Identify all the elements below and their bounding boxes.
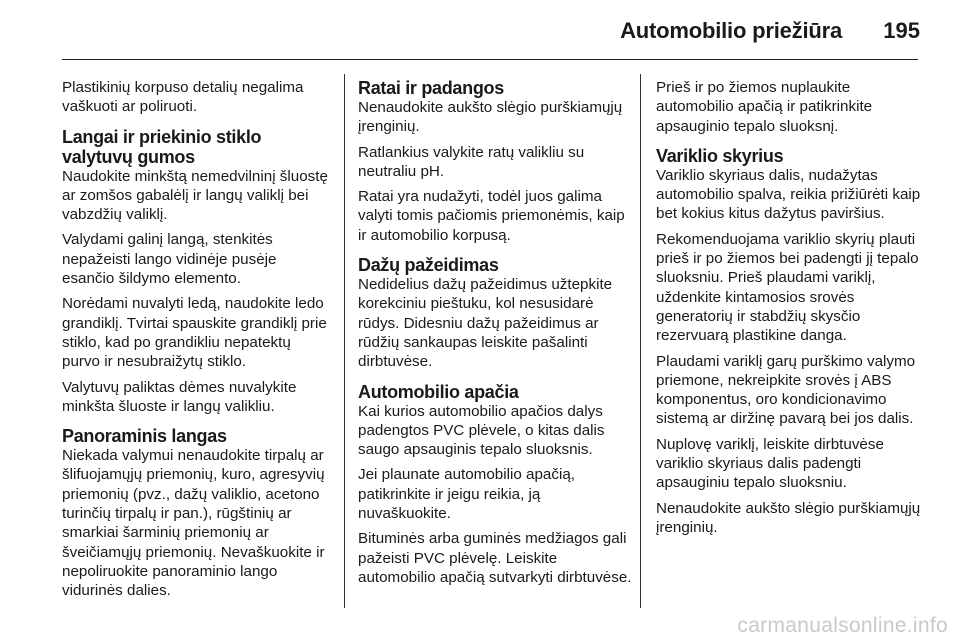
paragraph-plastic: Plastikinių korpuso detalių negalima vaškuoti ar poliruoti. xyxy=(62,79,304,116)
paragraph-wheels-2: Ratlankius valykite ratų valikliu su neutraliu pH. xyxy=(358,143,585,180)
paragraph-wipers-1: Naudokite minkštą nemedvilninį šluostę ar zomšos gabalėlį ir langų valiklį bei vabzdžių valiklį. xyxy=(62,167,328,224)
paragraph-panoramic: Niekada valymui nenaudokite tirpalų ar šlifuojamųjų priemonių, kuro, agresyvių priemonių (pvz., dažų valiklio, acetono turinčių tirpalų ir pan.), rūgštinių ar smarkiai šarminių priemonių ar šveičiamųjų priemonių. Nevaškuokite ir nepoliruokite panoraminio lango vidurinės dalies. xyxy=(62,447,325,600)
page-title: Automobilio priežiūra xyxy=(620,18,842,43)
paragraph-underbody-1: Kai kurios automobilio apačios dalys padengtos PVC plėvele, o kitas dalis saugo apsauginis tepalo sluoksnis. xyxy=(358,402,605,459)
heading-paint-damage: Dažų pažeidimas xyxy=(358,255,499,276)
paragraph-wipers-4: Valytuvų paliktas dėmes nuvalykite minkšta šluoste ir langų valikliu. xyxy=(62,378,297,415)
paragraph-paint: Nedidelius dažų pažeidimus užtepkite korekciniu pieštuku, kol nesusidarė rūdys. Didesniu dažų pažeidimus ar rūdžių sankaupas leiskite pašalinti dirbtuvėse. xyxy=(358,276,613,371)
paragraph-engine-3: Plaudami variklį garų purškimo valymo priemone, nekreipkite srovės į ABS komponentus, oro kondicionavimo sistemą ar diržinę pavarą bei jos dalis. xyxy=(656,352,916,428)
paragraph-underbody-2: Jei plaunate automobilio apačią, patikrinkite ir jeigu reikia, ją nuvaškuokite. xyxy=(358,466,575,523)
heading-underbody: Automobilio apačia xyxy=(358,381,519,402)
heading-windows-wipers: Langai ir priekinio stiklo valytuvų gumos xyxy=(62,126,262,167)
paragraph-wheels-1: Nenaudokite aukšto slėgio purškiamųjų įrenginių. xyxy=(358,99,623,136)
paragraph-engine-5: Nenaudokite aukšto slėgio purškiamųjų įrenginių. xyxy=(656,499,921,536)
column-divider-2 xyxy=(640,74,641,608)
paragraph-engine-4: Nuplovę variklį, leiskite dirbtuvėse variklio skyriaus dalis padengti apsauginiu tepalo sluoksniu. xyxy=(656,435,884,492)
header-rule xyxy=(62,59,918,60)
heading-panoramic-window: Panoraminis langas xyxy=(62,426,227,447)
column-2 xyxy=(358,78,634,587)
paragraph-underbody-3: Bituminės arba guminės medžiagos gali pažeisti PVC plėvelę. Leiskite automobilio apačią sutvarkyti dirbtuvėse. xyxy=(358,530,632,586)
column-divider-1 xyxy=(344,74,345,608)
paragraph-wipers-2: Valydami galinį langą, stenkitės nepažeisti lango vidinėje pusėje esančio šildymo elemento. xyxy=(62,231,277,288)
page-number: 195 xyxy=(883,18,920,43)
paragraph-engine-1: Variklio skyriaus dalis, nudažytas automobilio spalva, reikia prižiūrėti kaip bet kokius kitus dažytus paviršius. xyxy=(656,166,921,223)
column-1 xyxy=(62,78,332,601)
column-3 xyxy=(656,78,924,537)
paragraph-wipers-3: Norėdami nuvalyti ledą, naudokite ledo grandiklį. Tvirtai spauskite grandiklį prie stiklo, kad po grandikliu nepatektų purvo ir nesubraižytų stiklo. xyxy=(62,295,327,371)
page-header xyxy=(0,0,960,62)
watermark-text: carmanualsonline.info xyxy=(737,614,948,637)
paragraph-underbody-winter: Prieš ir po žiemos nuplaukite automobilio apačią ir patikrinkite apsauginio tepalo sluoksnį. xyxy=(656,79,873,135)
paragraph-wheels-3: Ratai yra nudažyti, todėl juos galima valyti tomis pačiomis priemonėmis, kaip ir automobilio korpusą. xyxy=(358,188,625,244)
paragraph-engine-2: Rekomenduojama variklio skyrių plauti prieš ir po žiemos bei padengti jį tepalo sluoksniu. Prieš plaudami variklį, uždenkite kintamosios srovės generatorių ir stabdžių skysčio rezervuarą plastikine danga. xyxy=(656,230,919,345)
heading-wheels-tyres: Ratai ir padangos xyxy=(358,78,504,98)
heading-engine-compartment: Variklio skyrius xyxy=(656,145,784,166)
